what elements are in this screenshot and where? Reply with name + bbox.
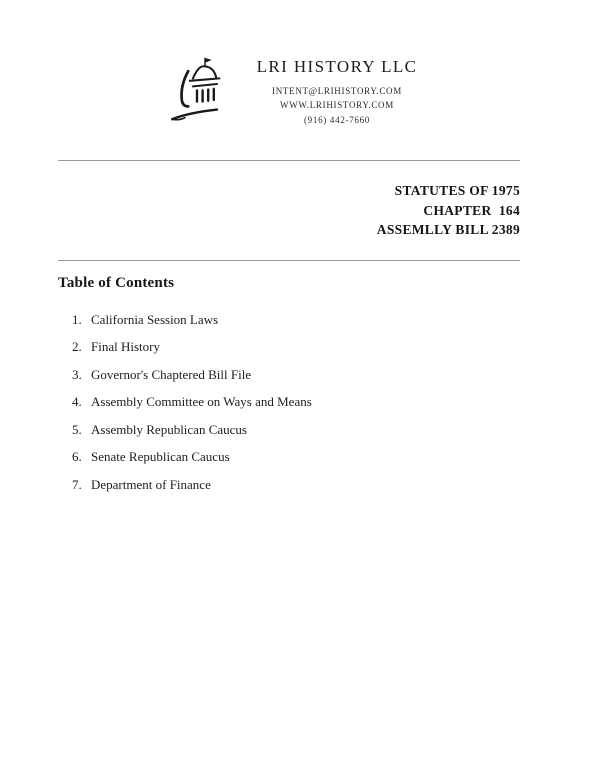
toc-item: Final History — [91, 339, 160, 354]
letterhead — [58, 52, 520, 132]
bill-line: ASSEMLLY BILL 2389 — [376, 222, 520, 237]
toc-item: California Session Laws — [91, 311, 219, 327]
contact-website: WWW.LRIHISTORY.COM — [280, 100, 394, 111]
reference-block — [58, 181, 520, 240]
statutes-line: STATUTES OF 1975 — [394, 183, 520, 198]
letterhead-text — [257, 57, 418, 128]
divider-bottom — [58, 260, 520, 261]
toc-item: Department of Finance — [91, 476, 211, 492]
contact-phone: (916) 442-7660 — [303, 114, 371, 125]
toc-item: Assembly Republican Caucus — [91, 421, 247, 437]
toc-item: Governor's Chaptered Bill File — [91, 366, 252, 382]
divider-top — [58, 160, 520, 161]
toc-item: Assembly Committee on Ways and Means — [91, 394, 312, 409]
toc-item: Senate Republican Caucus — [91, 449, 230, 464]
chapter-line: CHAPTER 164 — [423, 202, 520, 218]
toc-title: Table of Contents — [58, 274, 175, 291]
company-name: LRI HISTORY LLC — [256, 56, 418, 76]
contact-email: INTENT@LRIHISTORY.COM — [272, 85, 402, 96]
toc-list — [58, 311, 520, 493]
capitol-sketch-logo-icon — [161, 53, 233, 131]
